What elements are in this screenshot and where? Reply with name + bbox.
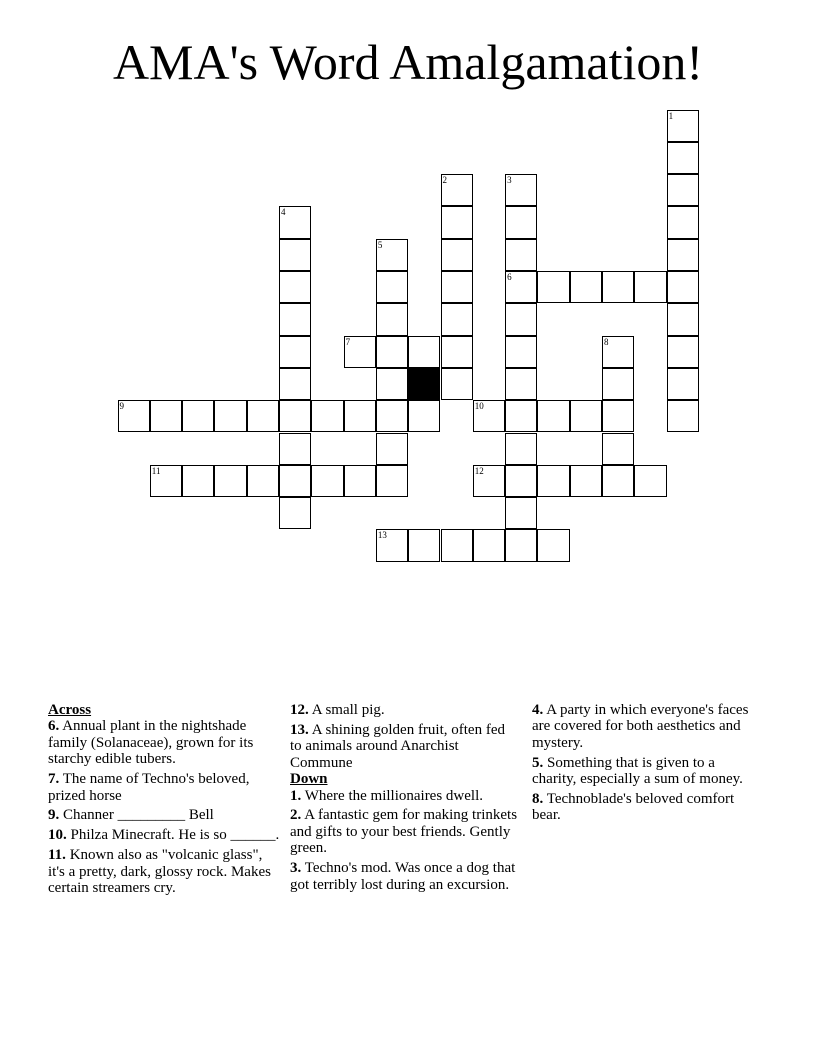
grid-cell[interactable] [570, 271, 602, 303]
grid-cell[interactable] [667, 110, 699, 142]
grid-cell[interactable] [602, 465, 634, 497]
grid-cell[interactable] [473, 529, 505, 561]
grid-cell[interactable] [537, 271, 569, 303]
clue-number: 3. [290, 860, 302, 877]
grid-cell[interactable] [279, 465, 311, 497]
clue-number-label: 2 [442, 175, 447, 186]
blocked-cell [408, 368, 440, 400]
clue-number-label: 10 [474, 401, 484, 412]
grid-cell[interactable] [602, 336, 634, 368]
clue-text: Annual plant in the nightshade family (Solanaceae), grown for its starchy edible tubers. [48, 718, 254, 768]
grid-cell[interactable] [376, 400, 408, 432]
clue-number-label: 11 [151, 465, 161, 476]
clue-across-13 [290, 722, 520, 771]
clue-down-4 [532, 702, 760, 751]
grid-cell[interactable] [376, 239, 408, 271]
grid-cell[interactable] [279, 433, 311, 465]
clue-text: Techno's mod. Was once a dog that got terribly lost during an excursion. [290, 860, 516, 893]
grid-cell[interactable] [441, 303, 473, 335]
grid-cell[interactable] [602, 400, 634, 432]
grid-cell[interactable] [311, 465, 343, 497]
grid-cell[interactable] [214, 465, 246, 497]
clue-number-label: 1 [668, 110, 674, 121]
clues-column-1 [48, 702, 280, 900]
clues-column-2 [290, 702, 520, 896]
grid-cell[interactable] [667, 303, 699, 335]
grid-cell[interactable] [376, 336, 408, 368]
grid-cell[interactable] [408, 336, 440, 368]
grid-cell[interactable] [602, 433, 634, 465]
clue-number-label: 5 [377, 239, 383, 250]
clue-number: 9. [48, 807, 60, 824]
clue-number: 10. [48, 827, 67, 844]
grid-cell[interactable] [182, 465, 214, 497]
clue-text: Philza Minecraft. He is so ______. [70, 827, 280, 844]
grid-cell[interactable] [279, 239, 311, 271]
clue-down-3 [290, 860, 520, 893]
grid-cell[interactable] [376, 465, 408, 497]
clue-number-label: 6 [507, 272, 512, 282]
grid-cell[interactable] [214, 400, 246, 432]
grid-cell[interactable] [667, 174, 699, 206]
clue-text: A small pig. [311, 702, 385, 718]
grid-cell[interactable] [634, 465, 666, 497]
grid-cell[interactable] [279, 206, 311, 238]
clue-text: A fantastic gem for making trinkets and gifts to your best friends. Gently green. [290, 807, 518, 857]
grid-cell[interactable] [247, 465, 279, 497]
grid-cell[interactable] [441, 529, 473, 561]
clue-across-11 [48, 847, 280, 896]
clue-across-7 [48, 771, 280, 804]
clue-across-12 [290, 702, 520, 718]
grid-cell[interactable] [505, 529, 537, 561]
grid-cell[interactable] [441, 174, 473, 206]
grid-cell[interactable] [505, 433, 537, 465]
clue-number-label: 12 [474, 465, 484, 476]
clue-number: 13. [290, 721, 309, 738]
clue-across-9 [48, 807, 280, 823]
clue-number: 7. [48, 771, 60, 788]
grid-cell[interactable] [150, 400, 182, 432]
clue-text: The name of Techno's beloved, prized horse [48, 771, 250, 804]
grid-cell[interactable] [602, 368, 634, 400]
grid-cell[interactable] [505, 271, 537, 303]
grid-cell[interactable] [505, 303, 537, 335]
clue-text: Known also as "volcanic glass", it's a pretty, dark, glossy rock. Makes certain streamers cry. [48, 847, 271, 897]
grid-cell[interactable] [344, 465, 376, 497]
grid-cell[interactable] [667, 368, 699, 400]
grid-cell[interactable] [408, 400, 440, 432]
grid-cell[interactable] [505, 497, 537, 529]
clue-number: 4. [532, 702, 544, 718]
grid-cell[interactable] [570, 400, 602, 432]
grid-cell[interactable] [376, 303, 408, 335]
clue-across-6 [48, 718, 280, 767]
clue-number: 2. [290, 807, 302, 824]
grid-cell[interactable] [667, 400, 699, 432]
clue-number: 11. [48, 847, 66, 864]
grid-cell[interactable] [505, 206, 537, 238]
grid-cell[interactable] [344, 336, 376, 368]
grid-cell[interactable] [505, 336, 537, 368]
grid-cell[interactable] [537, 465, 569, 497]
clue-text: Something that is given to a charity, especially a sum of money. [532, 754, 743, 788]
clue-text: Where the millionaires dwell. [304, 787, 484, 804]
grid-cell[interactable] [279, 497, 311, 529]
grid-cell[interactable] [279, 368, 311, 400]
across-heading: Across [48, 702, 92, 718]
grid-cell[interactable] [150, 465, 182, 497]
grid-cell[interactable] [602, 271, 634, 303]
page-title: AMA's Word Amalgamation! [112, 34, 704, 90]
grid-cell[interactable] [376, 529, 408, 561]
grid-cell[interactable] [247, 400, 279, 432]
clue-down-1 [290, 788, 520, 804]
grid-cell[interactable] [505, 174, 537, 206]
clue-text: Channer _________ Bell [63, 807, 214, 824]
clue-number-label: 4 [281, 207, 286, 218]
clue-number: 1. [290, 787, 302, 804]
grid-cell[interactable] [667, 239, 699, 271]
grid-cell[interactable] [182, 400, 214, 432]
grid-cell[interactable] [634, 271, 666, 303]
grid-cell[interactable] [376, 271, 408, 303]
clue-number: 12. [290, 702, 309, 718]
grid-cell[interactable] [537, 400, 569, 432]
grid-cell[interactable] [473, 400, 505, 432]
grid-cell[interactable] [344, 400, 376, 432]
grid-cell[interactable] [505, 368, 537, 400]
clue-number-label: 9 [119, 401, 124, 412]
grid-cell[interactable] [505, 400, 537, 432]
clue-number-label: 7 [345, 336, 351, 347]
clue-number-label: 8 [604, 336, 609, 347]
grid-cell[interactable] [279, 271, 311, 303]
clue-number: 8. [532, 791, 544, 808]
grid-cell[interactable] [505, 465, 537, 497]
grid-cell[interactable] [408, 529, 440, 561]
clue-text: A party in which everyone's faces are covered for both aesthetics and mystery. [532, 702, 749, 751]
grid-cell[interactable] [537, 529, 569, 561]
grid-cell[interactable] [376, 433, 408, 465]
grid-cell[interactable] [376, 368, 408, 400]
grid-cell[interactable] [505, 239, 537, 271]
grid-cell[interactable] [279, 303, 311, 335]
clue-across-10 [48, 827, 280, 843]
grid-cell[interactable] [570, 465, 602, 497]
clue-down-8 [532, 791, 760, 824]
clue-down-2 [290, 807, 520, 856]
grid-cell[interactable] [311, 400, 343, 432]
clue-number-label: 3 [507, 175, 512, 186]
clue-number-label: 13 [377, 530, 387, 541]
clue-number: 6. [48, 718, 60, 735]
clue-text: A shining golden fruit, often fed to animals around Anarchist Commune [290, 721, 505, 771]
clue-down-5 [532, 755, 760, 788]
clue-number: 5. [532, 754, 544, 771]
clues-column-3 [532, 702, 760, 827]
grid-cell[interactable] [118, 400, 150, 432]
grid-cell[interactable] [441, 239, 473, 271]
grid-cell[interactable] [667, 142, 699, 174]
grid-cell[interactable] [667, 271, 699, 303]
grid-cell[interactable] [279, 336, 311, 368]
grid-cell[interactable] [441, 206, 473, 238]
clue-text: Technoblade's beloved comfort bear. [532, 791, 735, 824]
grid-cell[interactable] [441, 271, 473, 303]
grid-cell[interactable] [473, 465, 505, 497]
grid-cell[interactable] [667, 206, 699, 238]
grid-cell[interactable] [441, 368, 473, 400]
grid-cell[interactable] [279, 400, 311, 432]
down-heading: Down [290, 771, 328, 788]
grid-cell[interactable] [667, 336, 699, 368]
grid-cell[interactable] [441, 336, 473, 368]
